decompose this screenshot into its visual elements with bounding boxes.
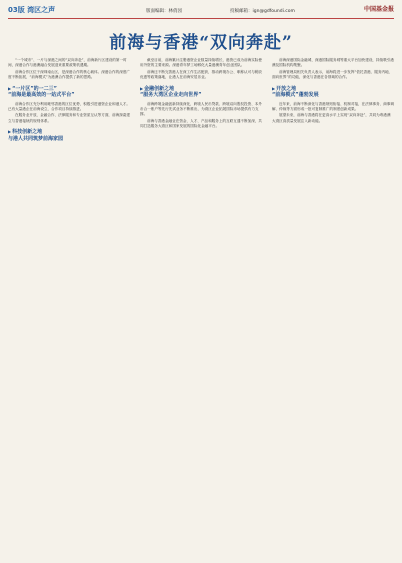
paragraph: 前海合作区位于深圳南山区，是深港合作的核心载体。深港合作的深度广度不断拓展，“前海模式”为港澳合作提供了新的思路。 [8, 69, 130, 80]
subheading [272, 86, 394, 99]
paragraph: 截至目前，前海累计注册港资企业数量持续增长，港资已成为前海实际使用外资的主要来源。深港青年梦工场孵化大量港澳青年创业团队。 [140, 58, 262, 68]
article-column-1 [8, 58, 130, 145]
subheading [140, 86, 262, 99]
paragraph: 展望未来，前海与香港将在更高水平上实现“双向奔赴”，共同为粤港澳大湾区高质量发展注入新动能。 [272, 113, 391, 123]
subheading-line-2: “前海模式”蓬勃发展 [272, 92, 319, 99]
editor-credit: 版面编辑：林俏园 [146, 9, 182, 14]
subheading-line-1: ▶ “一片区”的一二三” [8, 86, 130, 93]
subheading-line-1: ▶ 开放之地 [272, 86, 394, 93]
paragraph: 前海与香港金融业在资金、人才、产品和服务上的互联互通不断加深，共同打造服务大湾区和国家发展的国际化金融平台。 [140, 118, 262, 129]
masthead-logo: 中国基金报 [363, 6, 394, 13]
paragraph: 前海深港国际金融城、深港国际服务城等重大平台加快建设，持续吸引港澳及国际机构集聚。 [272, 58, 394, 68]
subheading [8, 86, 130, 99]
paragraph: 前海管理局相关负责人表示，前海将进一步发挥“依托香港、服务内地、面向世界”的功能，深化与香港在各领域的合作。 [272, 69, 393, 80]
header-divider [8, 18, 394, 19]
article-column-2 [140, 58, 262, 131]
submission-email: 投稿邮箱：ign@gdfoundi.com [230, 9, 295, 14]
paragraph: 在服务业开放、金融合作、法律服务和专业资质互认等方面，前海探索建立与香港接轨的规则体系。 [8, 113, 130, 123]
paragraph: 前海合作区充分利用毗邻香港的区位优势，积极引进港资企业和港人才。已有大量港企在前海设立，合作项目持续推进。 [8, 101, 130, 112]
paragraph: “一个城市”、一片与深港之间的“双向奔赴”，前海新片区建设的第一时间，深港合作与港澳融合发展迎来重要政策机遇期。 [8, 58, 127, 68]
article-column-3 [272, 58, 394, 125]
subheading-line-1: ▶ 金融创新之地 [140, 86, 262, 93]
subheading [8, 129, 130, 142]
subheading-line-2: 与港人共同筑梦前海家园 [8, 135, 64, 142]
section-label: 03版 湾区之声 [8, 6, 56, 14]
paragraph: 前海还不断完善港人在深工作生活配套，推动跨境办公、职称认可与税收优惠等政策落地，让港人在前海安居乐业。 [140, 69, 262, 80]
page-header [8, 3, 394, 17]
subheading-line-2: “前海是最高效的一站式平台” [8, 92, 75, 99]
subheading-line-2: “服务大湾区企业走向世界” [140, 92, 202, 99]
paragraph: 近年来，前海不断深化与香港规则衔接、机制对接，在法律事务、商事调解、仲裁等方面形成一批可复制推广的制度创新成果。 [272, 101, 394, 112]
subheading-line-1: ▶ 科技创新之地 [8, 129, 130, 136]
page-headline: 前海与香港“双向奔赴” [109, 33, 293, 53]
paragraph: 前海跨境金融创新持续深化，跨境人民币贷款、跨境双向股权投资、本外币合一账户等先行先试业务不断推出，为湾区企业拓展国际市场提供有力支撑。 [140, 101, 262, 117]
